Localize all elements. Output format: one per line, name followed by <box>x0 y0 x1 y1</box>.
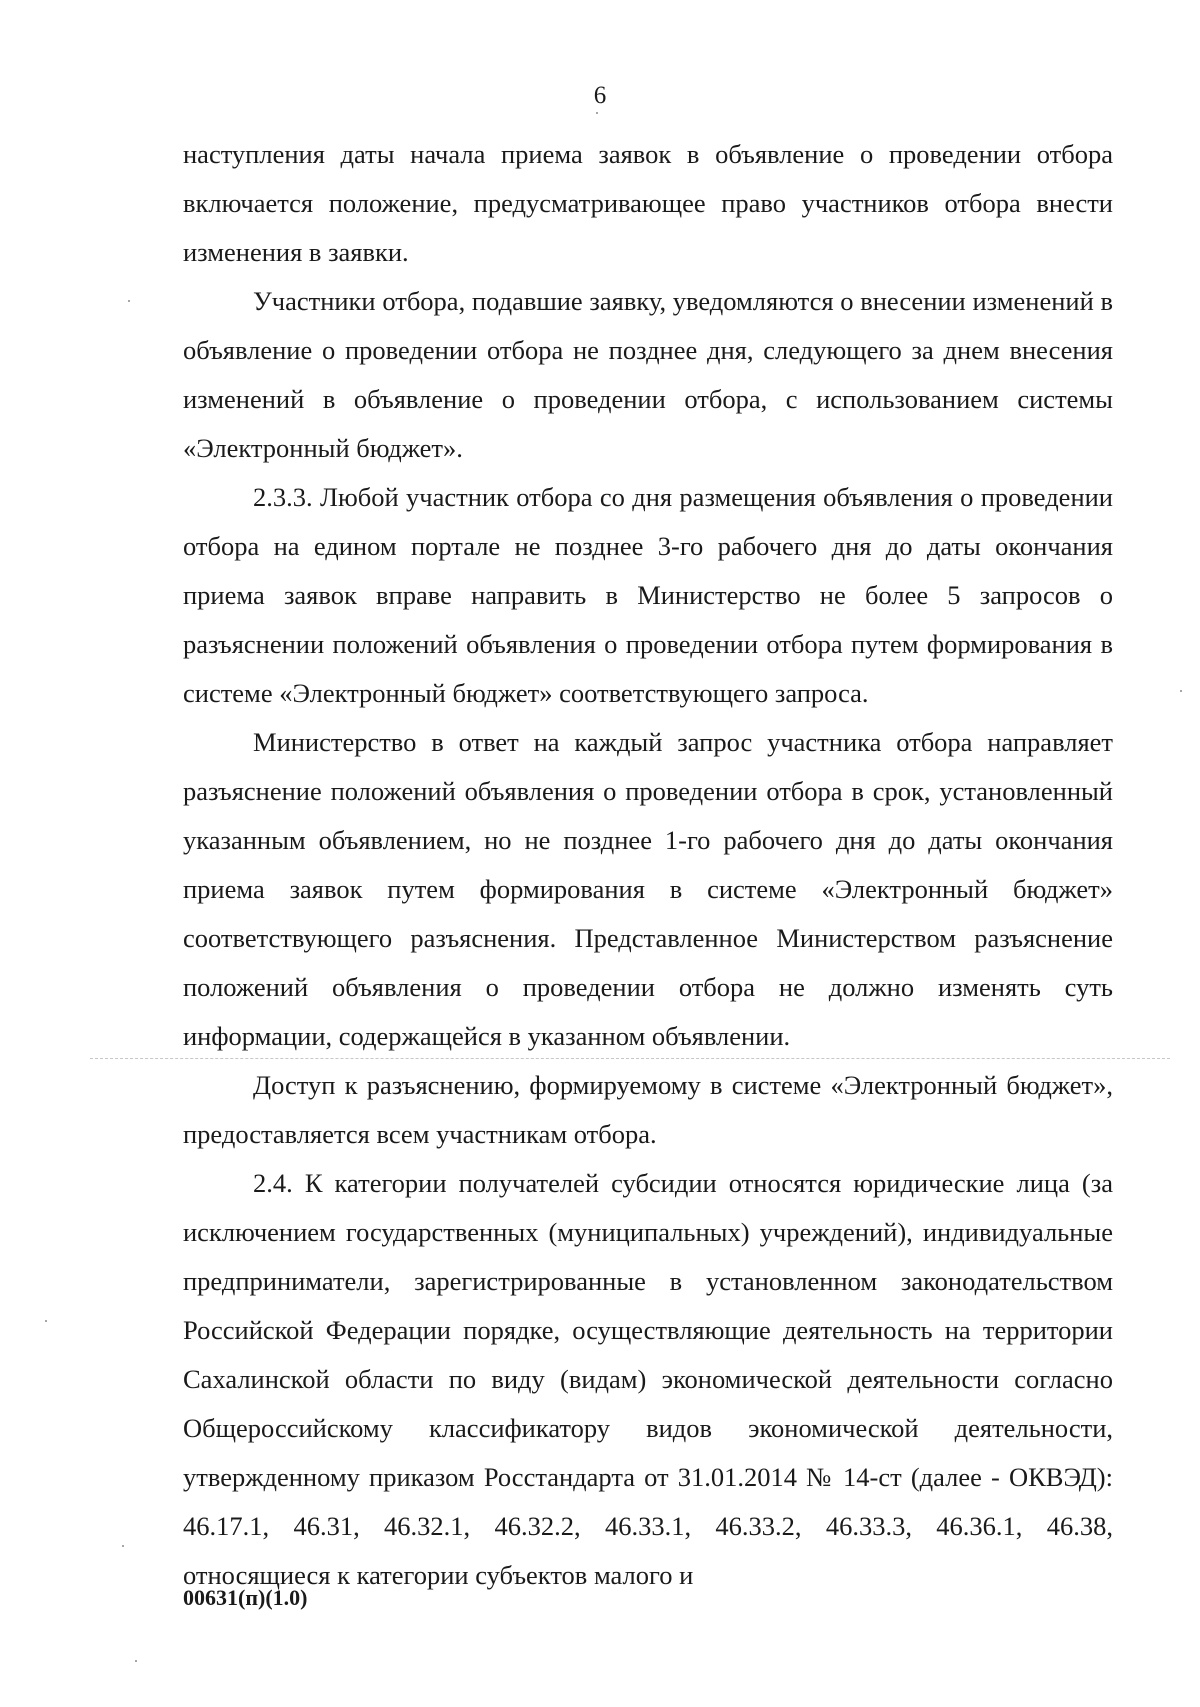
paragraph-2-4: 2.4. К категории получателей субсидии относятся юридические лица (за исключением государственных (муниципальных) учреждений), индивидуальные предприниматели, зарегистрированные в установленном законодательством Российской Федерации порядке, осуществляющие деятельность на территории Сахалинской области по виду (видам) экономической деятельности согласно Общероссийскому классификатору видов экономической деятельности, утвержденному приказом Росстандарта от 31.01.2014 № 14-ст (далее - ОКВЭД): 46.17.1, 46.31, 46.32.1, 46.32.2, 46.33.1, 46.33.2, 46.33.3, 46.36.1, 46.38, относящиеся к категории субъектов малого и <box>183 1168 1113 1590</box>
document-body <box>183 130 1113 1600</box>
paragraph-notification: Участники отбора, подавшие заявку, уведомляются о внесении изменений в объявление о проведении отбора не позднее дня, следующего за днем внесения изменений в объявление о проведении отбора, с использованием системы «Электронный бюджет». <box>183 286 1113 463</box>
paragraph-2-3-3: 2.3.3. Любой участник отбора со дня размещения объявления о проведении отбора на едином портале не позднее 3-го рабочего дня до даты окончания приема заявок вправе направить в Министерство не более 5 запросов о разъяснении положений объявления о проведении отбора путем формирования в системе «Электронный бюджет» соответствующего запроса. <box>183 482 1113 708</box>
page-number: 6 <box>593 82 607 109</box>
paragraph-ministry-response: Министерство в ответ на каждый запрос участника отбора направляет разъяснение положений объявления о проведении отбора в срок, установленный указанным объявлением, но не позднее 1-го рабочего дня до даты окончания приема заявок путем формирования в системе «Электронный бюджет» соответствующего разъяснения. Представленное Министерством разъяснение положений объявления о проведении отбора не должно изменять суть информации, содержащейся в указанном объявлении. <box>183 727 1113 1051</box>
scan-speck <box>128 300 130 302</box>
paragraph-access: Доступ к разъяснению, формируемому в системе «Электронный бюджет», предоставляется всем участникам отбора. <box>183 1070 1113 1149</box>
scan-speck <box>1180 690 1182 692</box>
scan-speck <box>596 112 598 114</box>
scan-speck <box>45 1320 47 1322</box>
scan-speck <box>122 1545 124 1547</box>
document-code: 00631(п)(1.0) <box>183 1585 308 1610</box>
scan-artifact-line <box>90 1058 1170 1059</box>
paragraph-continuation: наступления даты начала приема заявок в объявление о проведении отбора включается положение, предусматривающее право участников отбора внести изменения в заявки. <box>183 139 1113 267</box>
scan-speck <box>135 1660 137 1662</box>
